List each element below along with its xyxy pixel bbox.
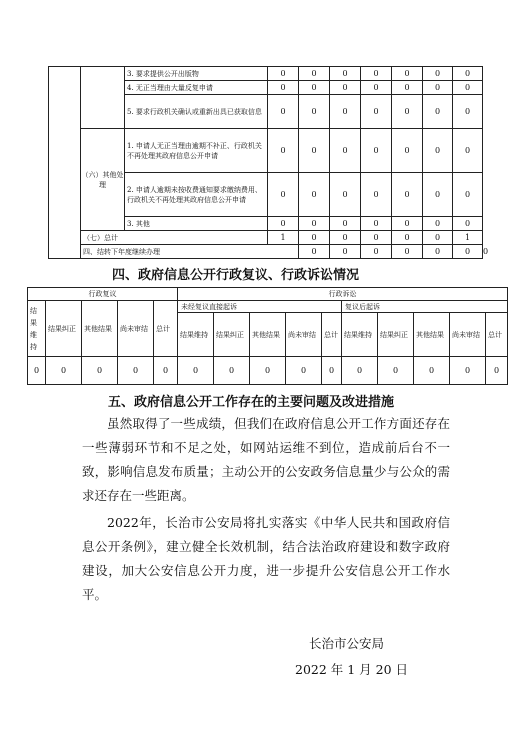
carry-over-label: 四、结转下年度继续办理 [81,245,299,259]
table-row: 结果维持 结果纠正 其他结果 尚未审结 总计 结果维持 结果纠正 其他结果 尚未审结 总计 [28,313,508,357]
row-label: 4. 无正当理由大量反复申请 [125,81,268,95]
row-label: 3. 其他 [125,217,268,231]
signature-date: 2022 年 1 月 20 日 [295,662,409,677]
not-reviewed-header: 未经复议直接起诉 [178,301,342,313]
table-row: 4. 无正当理由大量反复申请 0 0 0 0 0 0 0 [49,81,483,95]
table-row: 结果维持 结果纠正 其他结果 尚未审结 总计 未经复议直接起诉 复议后起诉 [28,301,508,313]
row-label: 2. 申请人逾期未按收费通知要求缴纳费用、行政机关不再处理其政府信息公开申请 [125,173,268,217]
total-row: （七）总计 1 0 0 0 0 0 1 [49,231,483,245]
after-review-header: 复议后起诉 [342,301,508,313]
total-label: （七）总计 [81,231,268,245]
carry-over-row: 四、结转下年度继续办理 0 0 0 0 0 0 0 [49,245,483,259]
table-row: 0 0 0 0 0 0 0 0 0 0 0 0 0 0 0 [28,357,508,385]
table-row: 3. 其他 0 0 0 0 0 0 0 [49,217,483,231]
table-row [28,288,508,301]
review-litigation-table [27,287,508,385]
table-row: 3. 要求提供公开出版物 0 0 0 0 0 0 0 [49,67,483,81]
section-5-heading: 五、政府信息公开工作存在的主要问题及改进措施 [108,395,395,410]
row-label: 5. 要求行政机关确认或重新出具已获取信息 [125,95,268,129]
section-4-heading: 四、政府信息公开行政复议、行政诉讼情况 [112,268,360,283]
table-row: （六）其他处理 1. 申请人无正当理由逾期不补正、行政机关不再处理其政府信息公开申请 0 0 0 0 0 0 0 [49,129,483,173]
row-label: 3. 要求提供公开出版物 [125,67,268,81]
table-row: 2. 申请人逾期未按收费通知要求缴纳费用、行政机关不再处理其政府信息公开申请 0 0 0 0 0 0 0 [49,173,483,217]
litigation-header: 行政诉讼 [178,288,508,301]
paragraph-problems: 虽然取得了一些成绩，但我们在政府信息公开工作方面还存在一些薄弱环节和不足之处，如网站运维不到位，造成前后台不一致，影响信息发布质量；主动公开的公安政务信息量少与公众的需求还存在一些距离。 [82,416,450,503]
table-row: 5. 要求行政机关确认或重新出具已获取信息 0 0 0 0 0 0 0 [49,95,483,129]
review-header: 行政复议 [28,288,178,301]
application-handling-table [48,66,489,259]
category-other-handling: （六）其他处理 [81,129,125,231]
row-label: 1. 申请人无正当理由逾期不补正、行政机关不再处理其政府信息公开申请 [125,129,268,173]
paragraph-improvements: 2022年，长治市公安局将扎实落实《中华人民共和国政府信息公开条例》，建立健全长效机制，结合法治政府建设和数字政府建设，加大公安信息公开力度，进一步提升公安信息公开工作水平。 [82,515,450,602]
signature-org: 长治市公安局 [309,636,385,651]
